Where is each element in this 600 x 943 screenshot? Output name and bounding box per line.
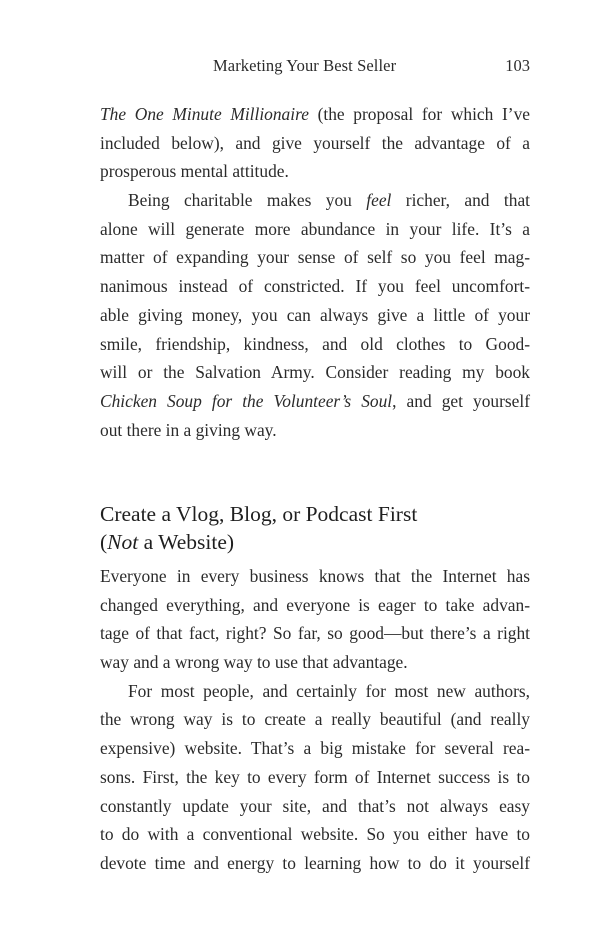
emphasis: Not [107, 530, 139, 554]
page-header [100, 56, 530, 80]
text-line: the wrong way is to create a really beautiful (and really [100, 709, 530, 730]
text-line: way and a wrong way to use that advantage. [100, 652, 408, 673]
emphasis: feel [366, 190, 392, 211]
book-title: Chicken Soup for the Volunteer’s Soul [100, 390, 393, 411]
text-line: For most people, and certainly for most new authors, [128, 680, 530, 701]
text-line: smile, friendship, kindness, and old clothes to Good- [100, 333, 530, 354]
heading-line: (Not a Website) [100, 530, 235, 554]
text-line: Being charitable makes you feel richer, and that [128, 190, 530, 211]
text-line: matter of expanding your sense of self so you feel mag- [100, 247, 530, 268]
text-line: expensive) website. That’s a big mistake for several rea- [100, 738, 530, 759]
paragraph-4 [100, 677, 530, 878]
body-text-bottom [100, 562, 530, 878]
text-line: constantly update your site, and that’s not always easy [100, 795, 530, 816]
text-line: included below), and give yourself the advantage of a [100, 132, 530, 153]
running-title: Marketing Your Best Seller [213, 56, 397, 75]
book-title: The One Minute Millionaire [100, 104, 309, 124]
text-line: The One Minute Millionaire (the proposal for which I’ve [100, 104, 530, 124]
text-line: prosperous mental attitude. [100, 161, 289, 182]
text-line: tage of that fact, right? So far, so good—but there’s a right [100, 623, 530, 644]
text-line: Everyone in every business knows that the Internet has [100, 566, 530, 586]
heading-line: Create a Vlog, Blog, or Podcast First [100, 502, 418, 526]
text-line: to do with a conventional website. So you either have to [100, 824, 530, 845]
paragraph-2 [100, 186, 530, 444]
page-number: 103 [505, 56, 530, 75]
text-line: Chicken Soup for the Volunteer’s Soul, and get yourself [100, 390, 530, 411]
paragraph-3 [100, 562, 530, 677]
text-line: sons. First, the key to every form of Internet success is to [100, 766, 530, 787]
body-text-top [100, 100, 530, 444]
section-heading [100, 500, 530, 556]
paragraph-1 [100, 100, 530, 186]
text-line: will or the Salvation Army. Consider reading my book [100, 362, 530, 383]
text-line: out there in a giving way. [100, 419, 277, 440]
text-line: devote time and energy to learning how to do it yourself [100, 852, 530, 873]
text-line: changed everything, and everyone is eager to take advan- [100, 594, 530, 615]
text-line: nanimous instead of constricted. If you feel uncomfort- [100, 276, 530, 297]
text-line: alone will generate more abundance in your life. It’s a [100, 218, 530, 239]
text-line: able giving money, you can always give a little of your [100, 304, 530, 325]
